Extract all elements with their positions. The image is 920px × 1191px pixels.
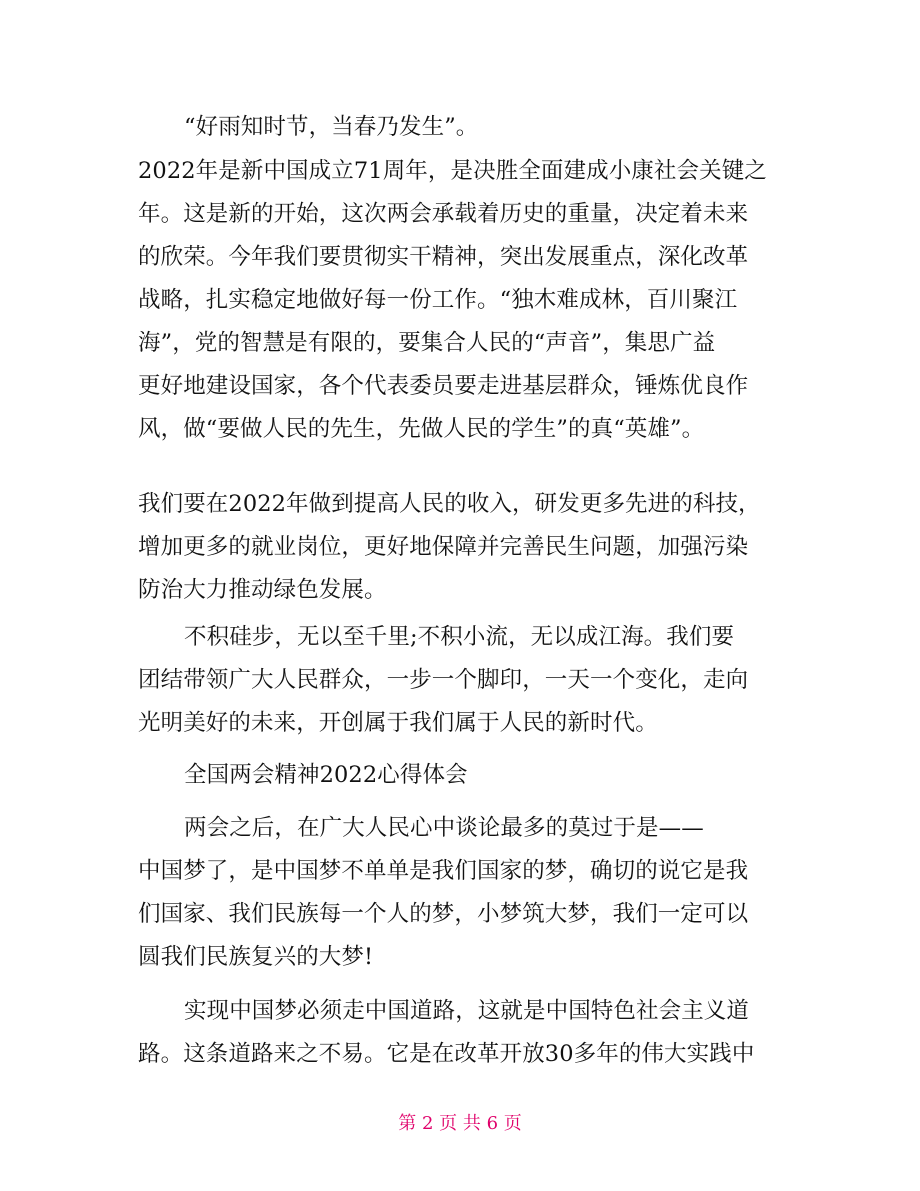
paragraph-1-line-7: 风，做“要做人民的先生，先做人民的学生”的真“英雄”。 xyxy=(138,416,705,442)
paragraph-1-line-10: 防治大力推动绿色发展。 xyxy=(138,577,387,603)
paragraph-1-line-9: 增加更多的就业岗位，更好地保障并完善民生问题，加强污染 xyxy=(138,534,749,560)
paragraph-1-line-2: 年。这是新的开始，这次两会承载着历史的重量，决定着未来 xyxy=(138,201,749,227)
paragraph-3-line-1: 两会之后，在广大人民心中谈论最多的莫过于是—— xyxy=(184,815,704,841)
page-number-footer: 第 2 页 共 6 页 xyxy=(398,1113,522,1134)
paragraph-1-line-5: 海”，党的智慧是有限的，要集合人民的“声音”，集思广益 xyxy=(138,330,716,356)
paragraph-1-line-6: 更好地建设国家，各个代表委员要走进基层群众，锤炼优良作 xyxy=(138,373,749,399)
paragraph-1-line-1: 2022年是新中国成立71周年，是决胜全面建成小康社会关键之 xyxy=(138,158,767,184)
paragraph-4-line-1: 实现中国梦必须走中国道路，这就是中国特色社会主义道 xyxy=(184,998,750,1024)
paragraph-4-line-2: 路。这条道路来之不易。它是在改革开放30多年的伟大实践中 xyxy=(138,1041,755,1067)
paragraph-1-line-3: 的欣荣。今年我们要贯彻实干精神，突出发展重点，深化改革 xyxy=(138,244,749,270)
paragraph-1-line-4: 战略，扎实稳定地做好每一份工作。“独木难成林，百川聚江 xyxy=(138,287,738,313)
paragraph-1-line-8: 我们要在2022年做到提高人民的收入，研发更多先进的科技， xyxy=(138,491,761,517)
paragraph-3-line-4: 圆我们民族复兴的大梦! xyxy=(138,944,374,970)
paragraph-3-line-2: 中国梦了，是中国梦不单单是我们国家的梦，确切的说它是我 xyxy=(138,858,749,884)
paragraph-2-line-3: 光明美好的未来，开创属于我们属于人民的新时代。 xyxy=(138,710,658,736)
paragraph-2-line-1: 不积硅步，无以至千里;不积小流，无以成江海。我们要 xyxy=(184,624,735,650)
text-line-opening-quote: “好雨知时节，当春乃发生”。 xyxy=(184,114,479,140)
section-heading: 全国两会精神2022心得体会 xyxy=(184,762,468,788)
paragraph-3-line-3: 们国家、我们民族每一个人的梦，小梦筑大梦，我们一定可以 xyxy=(138,901,749,927)
paragraph-2-line-2: 团结带领广大人民群众，一步一个脚印，一天一个变化，走向 xyxy=(138,667,749,693)
